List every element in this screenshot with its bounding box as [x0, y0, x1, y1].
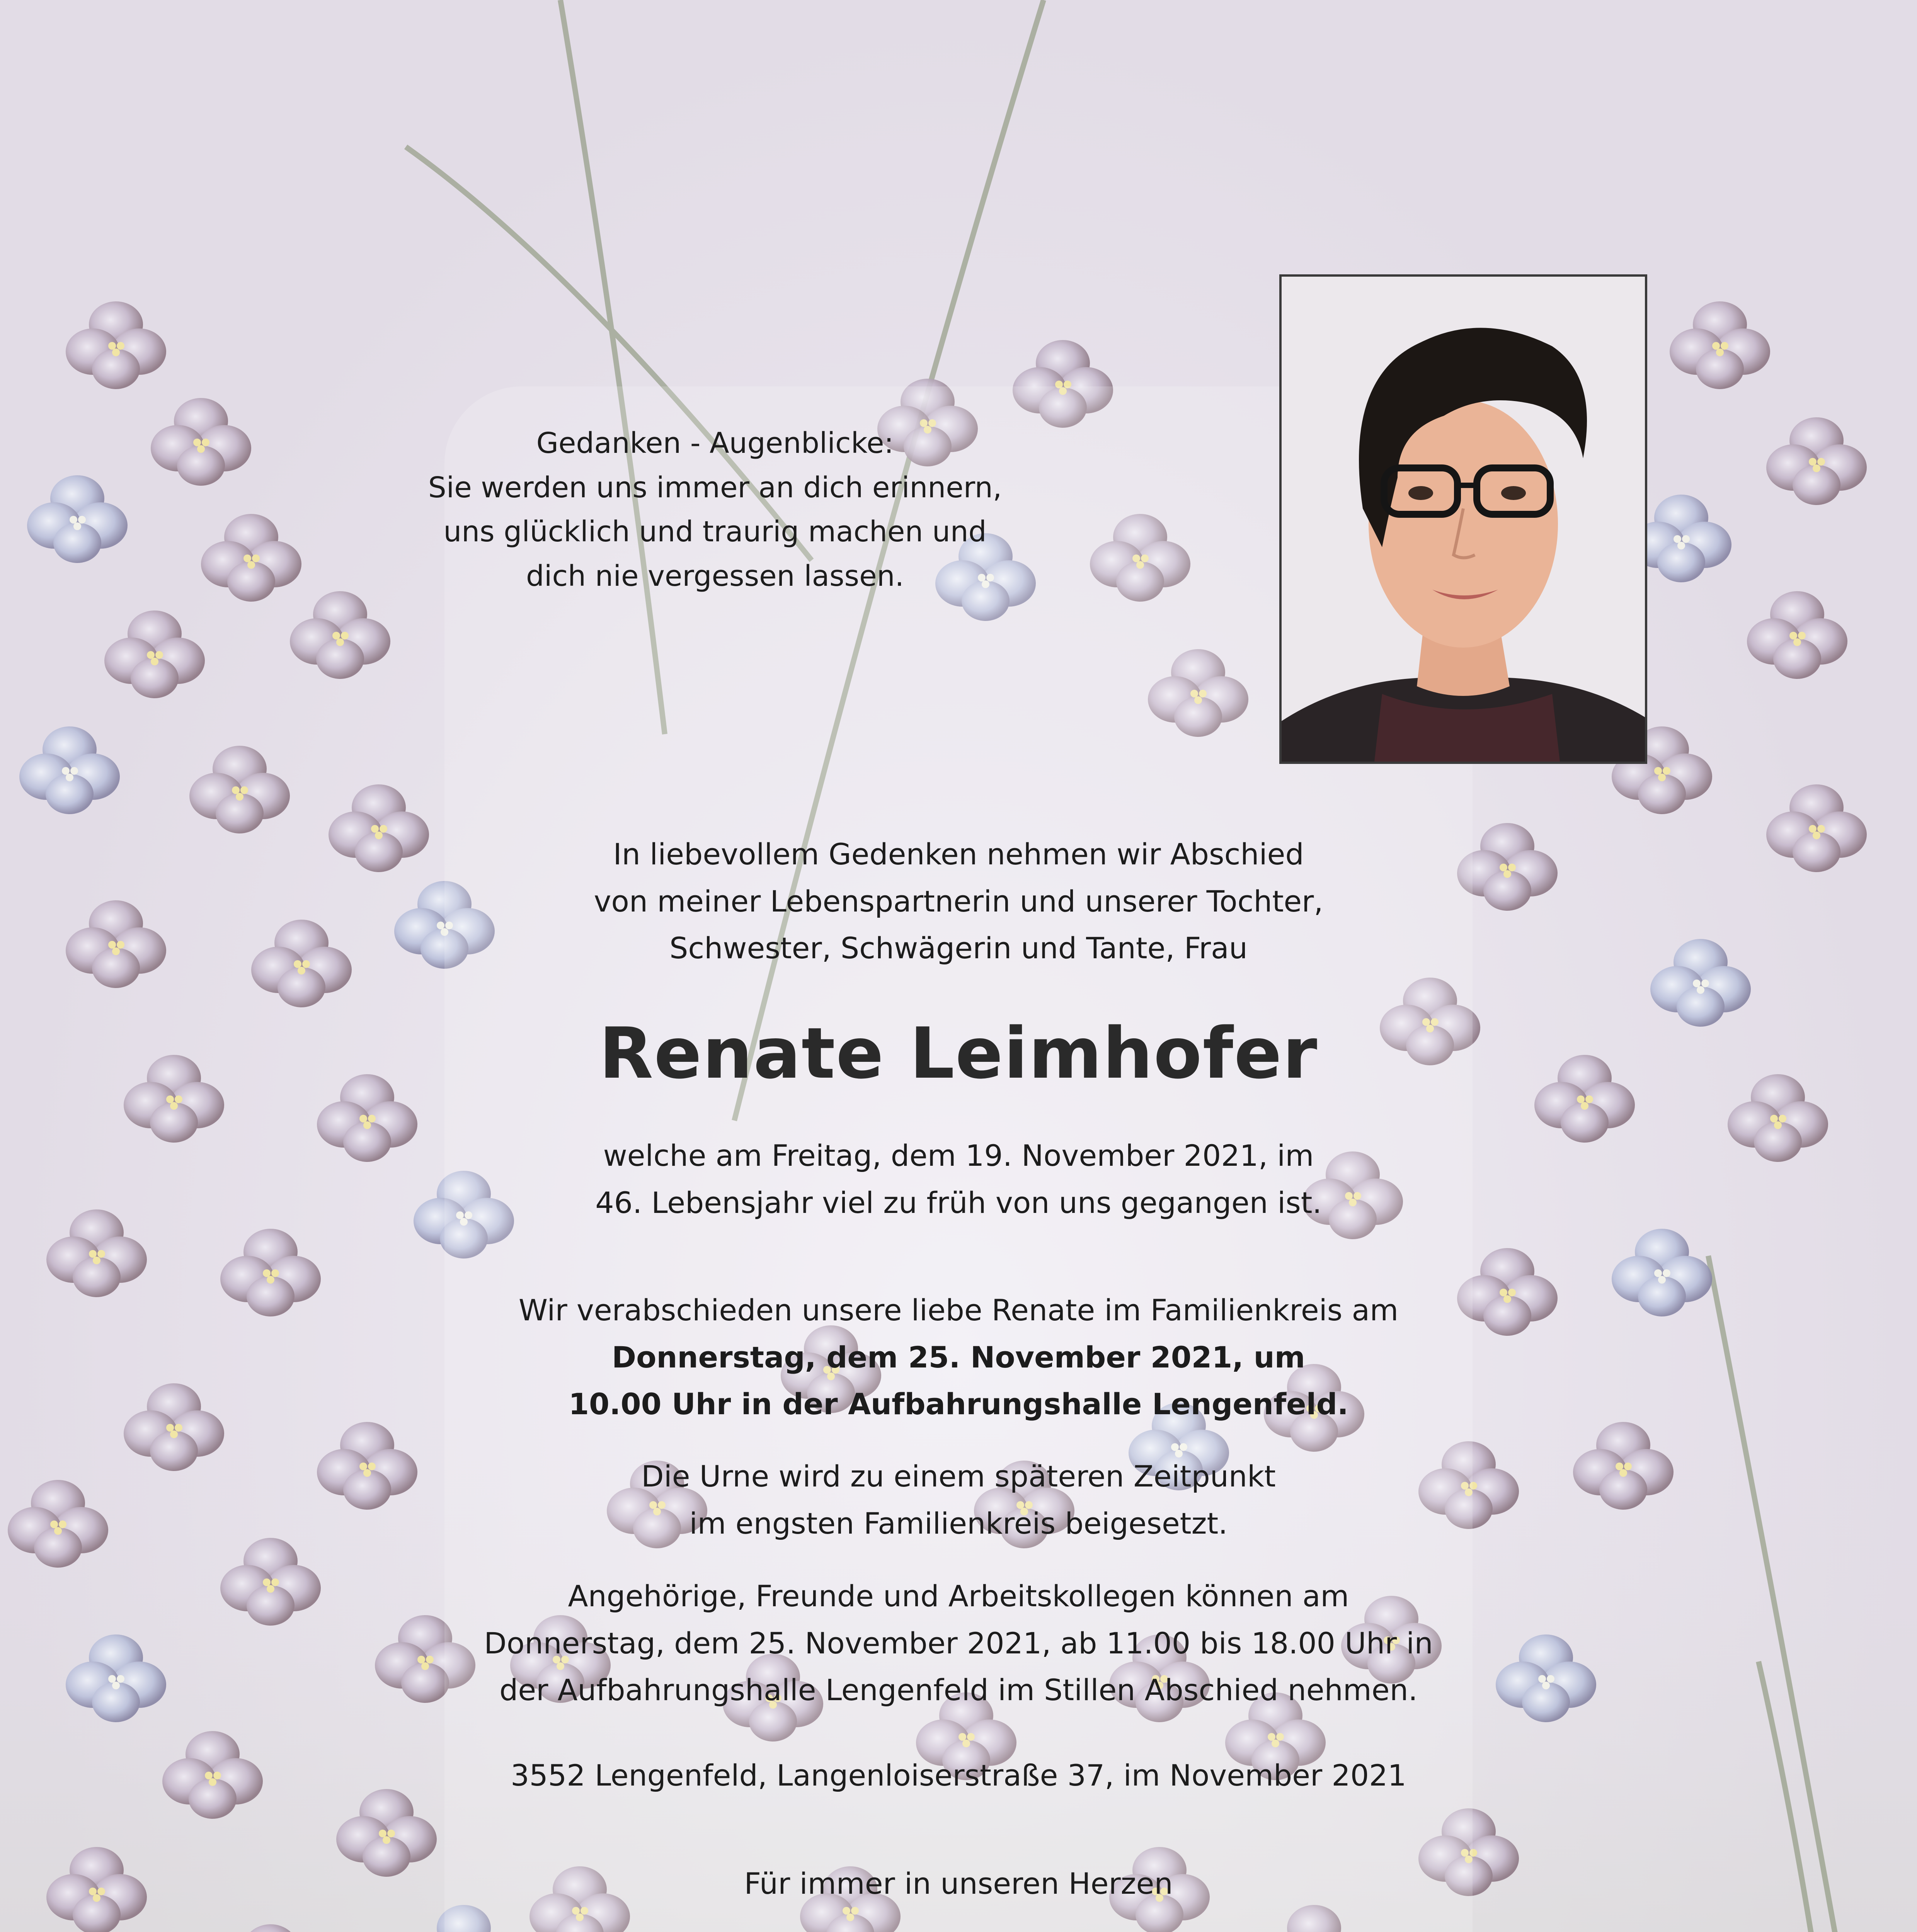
death-line: 46. Lebensjahr viel zu früh von uns gegangen ist.	[595, 1185, 1322, 1220]
farewell-service	[0, 1287, 1917, 1428]
poem-line: Sie werden uns immer an dich erinnern,	[428, 471, 1002, 504]
intro-line: von meiner Lebenspartnerin und unserer Tochter,	[594, 884, 1323, 918]
service-location: 10.00 Uhr in der Aufbahrungshalle Lengenfeld.	[569, 1387, 1348, 1422]
death-notice	[0, 1132, 1917, 1226]
intro-line: Schwester, Schwägerin und Tante, Frau	[669, 931, 1248, 966]
urn-burial-notice	[0, 1453, 1917, 1547]
place-and-date: 3552 Lengenfeld, Langenloiserstraße 37, im November 2021	[511, 1758, 1406, 1793]
poem-line: uns glücklich und traurig machen und	[443, 515, 987, 549]
deceased-name: Renate Leimhofer	[599, 1012, 1318, 1094]
visitation-line: Donnerstag, dem 25. November 2021, ab 11.00 bis 18.00 Uhr in	[484, 1626, 1433, 1660]
service-date: Donnerstag, dem 25. November 2021, um	[612, 1340, 1305, 1374]
urn-line: im engsten Familienkreis beigesetzt.	[689, 1506, 1228, 1541]
poem-line: dich nie vergessen lassen.	[526, 560, 904, 593]
service-intro: Wir verabschieden unsere liebe Renate im Familienkreis am	[518, 1293, 1399, 1327]
announcement-intro	[0, 831, 1917, 972]
in-our-hearts-line: Für immer in unseren Herzen	[744, 1866, 1173, 1901]
urn-line: Die Urne wird zu einem späteren Zeitpunkt	[641, 1459, 1276, 1493]
visitation-line: Angehörige, Freunde und Arbeitskollegen können am	[568, 1579, 1349, 1613]
intro-line: In liebevollem Gedenken nehmen wir Abschied	[613, 837, 1304, 871]
visitation-line: der Aufbahrungshalle Lengenfeld im Stillen Abschied nehmen.	[499, 1673, 1418, 1708]
portrait-photo	[1279, 274, 1647, 764]
memorial-poem	[394, 421, 1036, 599]
poem-line: Gedanken - Augenblicke:	[536, 427, 894, 460]
visitation-notice	[0, 1573, 1917, 1714]
death-line: welche am Freitag, dem 19. November 2021, im	[603, 1138, 1314, 1173]
